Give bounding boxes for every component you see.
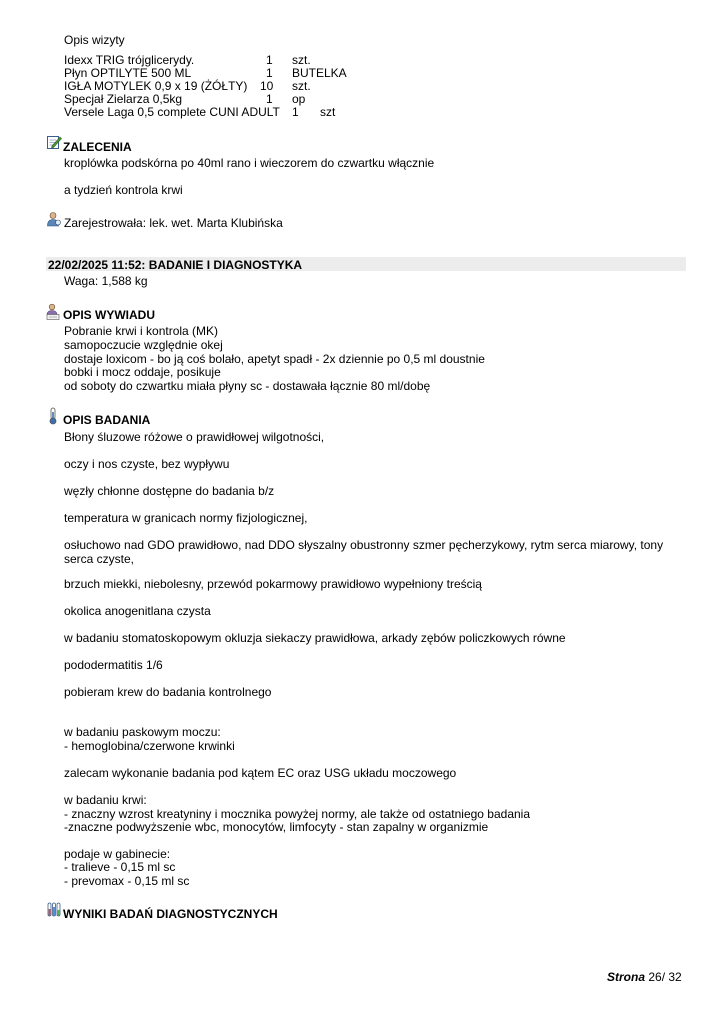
item-unit: op	[292, 92, 306, 106]
history-line: dostaje loxicom - bo ją coś bolało, apetyt spadł - 2x dziennie po 0,5 ml doustnie	[64, 352, 485, 366]
visit-items-title: Opis wizyty	[64, 33, 125, 47]
page-label: Strona	[607, 970, 646, 984]
doctor-icon	[46, 211, 62, 230]
item-unit: szt.	[292, 79, 311, 93]
item-qty: 1	[292, 105, 299, 119]
item-name: Idexx TRIG trójglicerydy.	[64, 53, 195, 67]
item-name: Specjał Zielarza 0,5kg	[64, 92, 183, 106]
item-name: IGŁA MOTYLEK 0,9 x 19 (ŻÓŁTY)	[64, 79, 248, 93]
exam-line: oczy i nos czyste, bez wypływu	[64, 457, 230, 471]
interview-icon	[45, 303, 61, 324]
exam-line: węzły chłonne dostępne do badania b/z	[64, 484, 275, 498]
exam-line: - prevomax - 0,15 ml sc	[64, 874, 190, 888]
page-value: 26/ 32	[648, 970, 682, 984]
exam-line: pobieram krew do badania kontrolnego	[64, 685, 272, 699]
item-name: Płyn OPTILYTE 500 ML	[64, 66, 192, 80]
registered-by: Zarejestrowała: lek. wet. Marta Klubińska	[64, 216, 283, 230]
history-heading: OPIS WYWIADU	[63, 308, 155, 322]
exam-line: w badaniu paskowym moczu:	[64, 725, 221, 739]
item-qty: 1	[266, 53, 273, 67]
exam-line: podaje w gabinecie:	[64, 847, 171, 861]
history-line: bobki i mocz oddaje, posikuje	[64, 365, 221, 379]
item-qty: 1	[266, 92, 273, 106]
item-qty: 1	[266, 66, 273, 80]
exam-line: osłuchowo nad GDO prawidłowo, nad DDO słyszalny obustronny szmer pęcherzykowy, rytm serca miarowy, tony	[64, 538, 664, 552]
visit-weight: Waga: 1,588 kg	[64, 274, 148, 288]
item-qty: 10	[260, 79, 274, 93]
test-tubes-icon	[46, 902, 62, 921]
visit-title: 22/02/2025 11:52: BADANIE I DIAGNOSTYKA	[48, 258, 303, 272]
recommendation-line: kroplówka podskórna po 40ml rano i wieczorem do czwartku włącznie	[64, 156, 435, 170]
exam-line: pododermatitis 1/6	[64, 658, 163, 672]
exam-line: serca czyste,	[64, 552, 135, 566]
history-line: od soboty do czwartku miała płyny sc - dostawała łącznie 80 ml/dobę	[64, 379, 431, 393]
exam-line: brzuch miekki, niebolesny, przewód pokarmowy prawidłowo wypełniony treścią	[64, 577, 482, 591]
item-unit: BUTELKA	[292, 66, 347, 80]
item-unit: szt	[320, 105, 336, 119]
recommendation-line: a tydzień kontrola krwi	[64, 183, 183, 197]
exam-line: Błony śluzowe różowe o prawidłowej wilgotności,	[64, 430, 325, 444]
exam-line: - znaczny wzrost kreatyniny i mocznika powyżej normy, ale także od ostatniego badania	[64, 807, 531, 821]
history-line: Pobranie krwi i kontrola (MK)	[64, 324, 219, 338]
exam-line: w badaniu stomatoskopowym okluzja siekaczy prawidłowa, arkady zębów policzkowych równe	[64, 631, 566, 645]
exam-line: okolica anogenitlana czysta	[64, 604, 211, 618]
item-name: Versele Laga 0,5 complete CUNI ADULT	[64, 105, 280, 119]
recommendations-heading: ZALECENIA	[63, 140, 132, 154]
exam-line: - tralieve - 0,15 ml sc	[64, 860, 176, 874]
exam-line: temperatura w granicach normy fizjologicznej,	[64, 511, 308, 525]
exam-heading: OPIS BADANIA	[63, 413, 151, 427]
results-heading: WYNIKI BADAŃ DIAGNOSTYCZNYCH	[63, 907, 278, 921]
item-unit: szt.	[292, 53, 311, 67]
pencil-note-icon	[46, 134, 62, 153]
exam-line: - hemoglobina/czerwone krwinki	[64, 739, 235, 753]
page-number	[607, 970, 682, 984]
thermometer-icon	[48, 407, 58, 428]
exam-line: w badaniu krwi:	[64, 793, 147, 807]
exam-line: zalecam wykonanie badania pod kątem EC oraz USG układu moczowego	[64, 766, 457, 780]
history-line: samopoczucie względnie okej	[64, 338, 223, 352]
exam-line: -znaczne podwyższenie wbc, monocytów, limfocyty - stan zapalny w organizmie	[64, 820, 489, 834]
